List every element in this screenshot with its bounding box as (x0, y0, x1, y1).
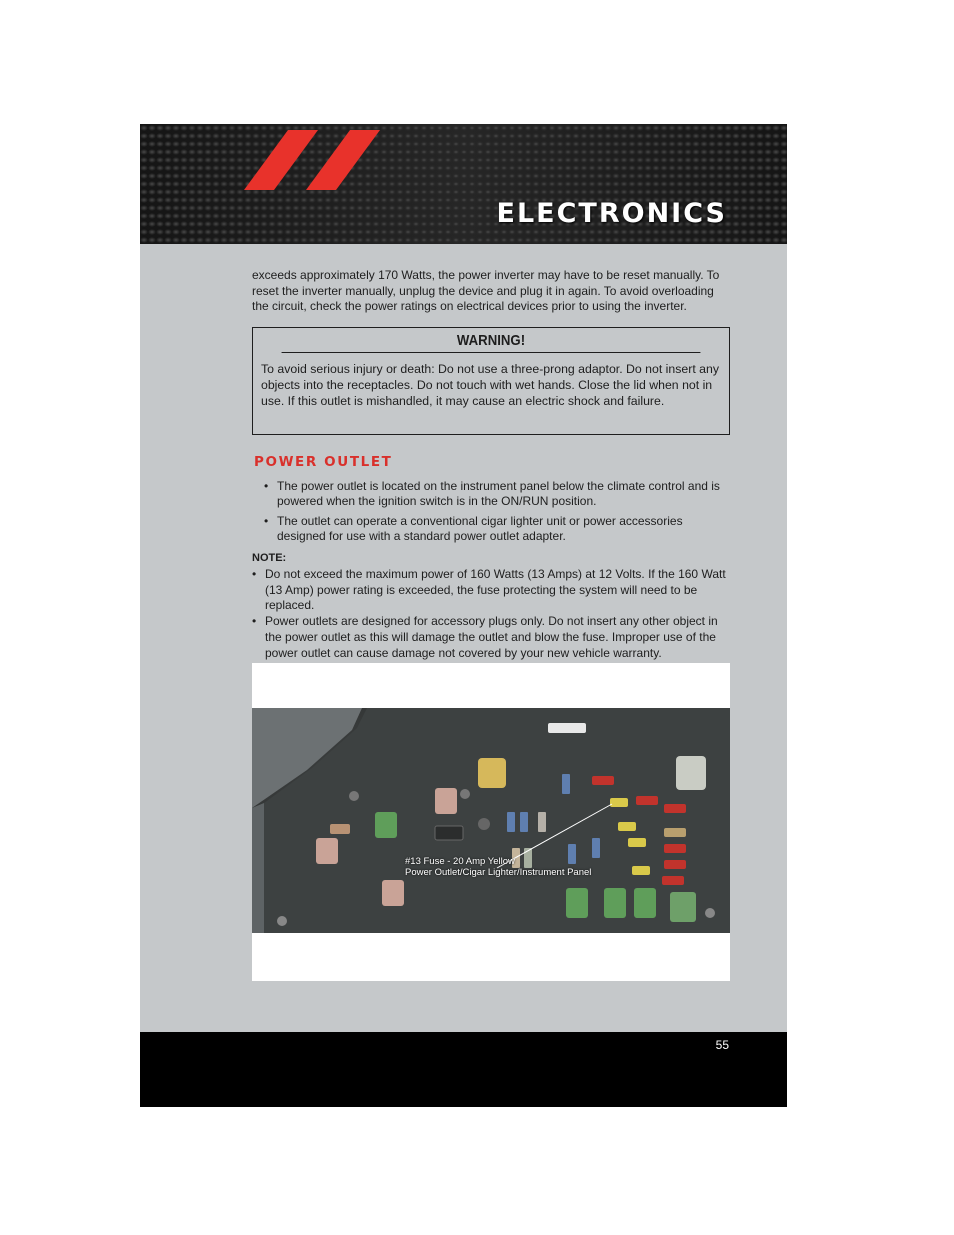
warning-title: WARNING! (282, 328, 701, 353)
fuse-box-figure (252, 663, 730, 981)
manual-page (140, 124, 787, 1107)
section-header (140, 124, 787, 244)
power-outlet-bullets (264, 479, 728, 549)
intro-paragraph: exceeds approximately 170 Watts, the power inverter may have to be reset manually. To reset the inverter manually, unplug the device and plug it in again. To avoid overloading the circuit, check the power ratings on electrical devices prior to using the inverter. (252, 268, 720, 314)
list-item: • The outlet can operate a conventional cigar lighter unit or power accessories designed for use with a standard power outlet adapter. (264, 514, 728, 544)
caption-line: #13 Fuse - 20 Amp Yellow (405, 856, 515, 867)
fuse-box-photo (252, 708, 730, 933)
section-heading: POWER OUTLET (254, 454, 393, 470)
fuse-callout-caption (405, 856, 591, 878)
caption-line: Power Outlet/Cigar Lighter/Instrument Panel (405, 867, 592, 878)
list-item: • Do not exceed the maximum power of 160 Watts (13 Amps) at 12 Volts. If the 160 Watt (13 Amp) power rating is exceeded, the fuse protecting the system will need to be replaced. (252, 567, 730, 614)
page-number: 55 (715, 1038, 729, 1052)
list-item: • Power outlets are designed for accessory plugs only. Do not insert any other object in the power outlet as this will damage the outlet and blow the fuse. Improper use of the power outlet can cause damage not covered by your new vehicle warranty. (252, 614, 730, 661)
page-footer (140, 1032, 787, 1107)
list-item: • The power outlet is located on the instrument panel below the climate control and is powered when the ignition switch is in the ON/RUN position. (264, 479, 728, 509)
note-label: NOTE: (252, 552, 287, 564)
warning-box (252, 327, 730, 435)
fuse-box-illustration (252, 708, 730, 933)
note-list (252, 567, 730, 661)
warning-text: To avoid serious injury or death: Do not use a three-prong adaptor. Do not insert any objects into the receptacles. Do not touch with wet hands. Close the lid when not in use. If this outlet is mishandled, it may cause an electric shock and failure. (261, 362, 719, 408)
brand-stripes-logo (240, 126, 390, 196)
header-title: ELECTRONICS (496, 198, 727, 229)
